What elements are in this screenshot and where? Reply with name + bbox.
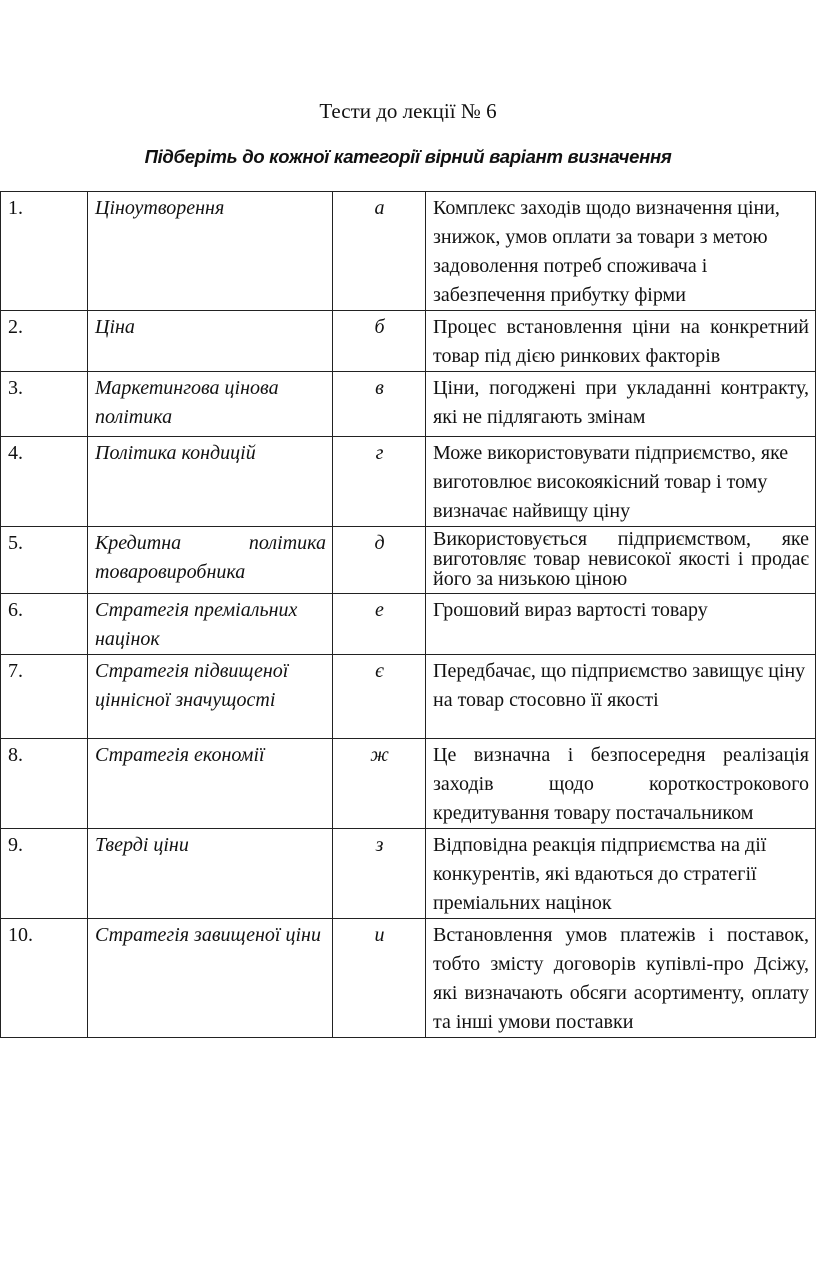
row-number: 10. <box>1 919 88 1038</box>
definition-letter: є <box>333 655 426 739</box>
row-number: 4. <box>1 437 88 527</box>
category-term: Політика кондицій <box>88 437 333 527</box>
row-number: 7. <box>1 655 88 739</box>
definition-text: Може використовувати підприємство, яке виготовлює високоякісний товар і тому визначає найвищу ціну <box>426 437 816 527</box>
definition-text: Відповідна реакція підприємства на дії конкурентів, які вдаються до стратегії преміальних націнок <box>426 829 816 919</box>
category-term: Стратегія підвищеної ціннісної значущості <box>88 655 333 739</box>
category-term: Стратегія економії <box>88 739 333 829</box>
category-term: Маркетингова цінова політика <box>88 372 333 437</box>
table-row <box>1 829 816 919</box>
table-row <box>1 919 816 1038</box>
table-row <box>1 527 816 594</box>
matching-table <box>0 191 816 1038</box>
page-subtitle: Підберіть до кожної категорії вірний варіант визначення <box>144 146 672 167</box>
table-row <box>1 594 816 655</box>
page-title: Тести до лекції № 6 <box>319 99 497 123</box>
definition-text: Передбачає, що підприємство завищує ціну на товар стосовно її якості <box>426 655 816 739</box>
row-number: 8. <box>1 739 88 829</box>
definition-text: Використовується підприємством, яке виготовляє товар невисокої якості і продає його за низькою ціною <box>426 527 816 594</box>
category-term: Тверді ціни <box>88 829 333 919</box>
table-row <box>1 372 816 437</box>
category-term: Ціна <box>88 311 333 372</box>
definition-text: Комплекс заходів щодо визначення ціни, знижок, умов оплати за товари з метою задоволення потреб споживача і забезпечення прибутку фірми <box>426 192 816 311</box>
definition-text: Ціни, погоджені при укладанні контракту, які не підлягають змінам <box>426 372 816 437</box>
definition-letter: в <box>333 372 426 437</box>
definition-letter: е <box>333 594 426 655</box>
definition-letter: з <box>333 829 426 919</box>
table-row <box>1 192 816 311</box>
category-term: Стратегія завищеної ціни <box>88 919 333 1038</box>
definition-letter: д <box>333 527 426 594</box>
definition-letter: б <box>333 311 426 372</box>
definition-text: Це визначна і безпосередня реалізація заходів щодо короткострокового кредитування товару постачальником <box>426 739 816 829</box>
definition-letter: а <box>333 192 426 311</box>
row-number: 1. <box>1 192 88 311</box>
row-number: 5. <box>1 527 88 594</box>
definition-text: Грошовий вираз вартості товару <box>426 594 816 655</box>
row-number: 2. <box>1 311 88 372</box>
category-term: Стратегія преміальних націнок <box>88 594 333 655</box>
table-row <box>1 739 816 829</box>
row-number: 6. <box>1 594 88 655</box>
table-row <box>1 655 816 739</box>
row-number: 3. <box>1 372 88 437</box>
table-row <box>1 311 816 372</box>
category-term: Кредитна політика товаровиробника <box>88 527 333 594</box>
definition-letter: ж <box>333 739 426 829</box>
definition-letter: г <box>333 437 426 527</box>
definition-letter: и <box>333 919 426 1038</box>
category-term: Ціноутворення <box>88 192 333 311</box>
definition-text: Встановлення умов платежів і поставок, тобто змісту договорів купівлі-про Дсіжу, які визначають обсяги асортименту, оплату та інші умови поставки <box>426 919 816 1038</box>
table-row <box>1 437 816 527</box>
definition-text: Процес встановлення ціни на конкретний товар під дією ринкових факторів <box>426 311 816 372</box>
row-number: 9. <box>1 829 88 919</box>
